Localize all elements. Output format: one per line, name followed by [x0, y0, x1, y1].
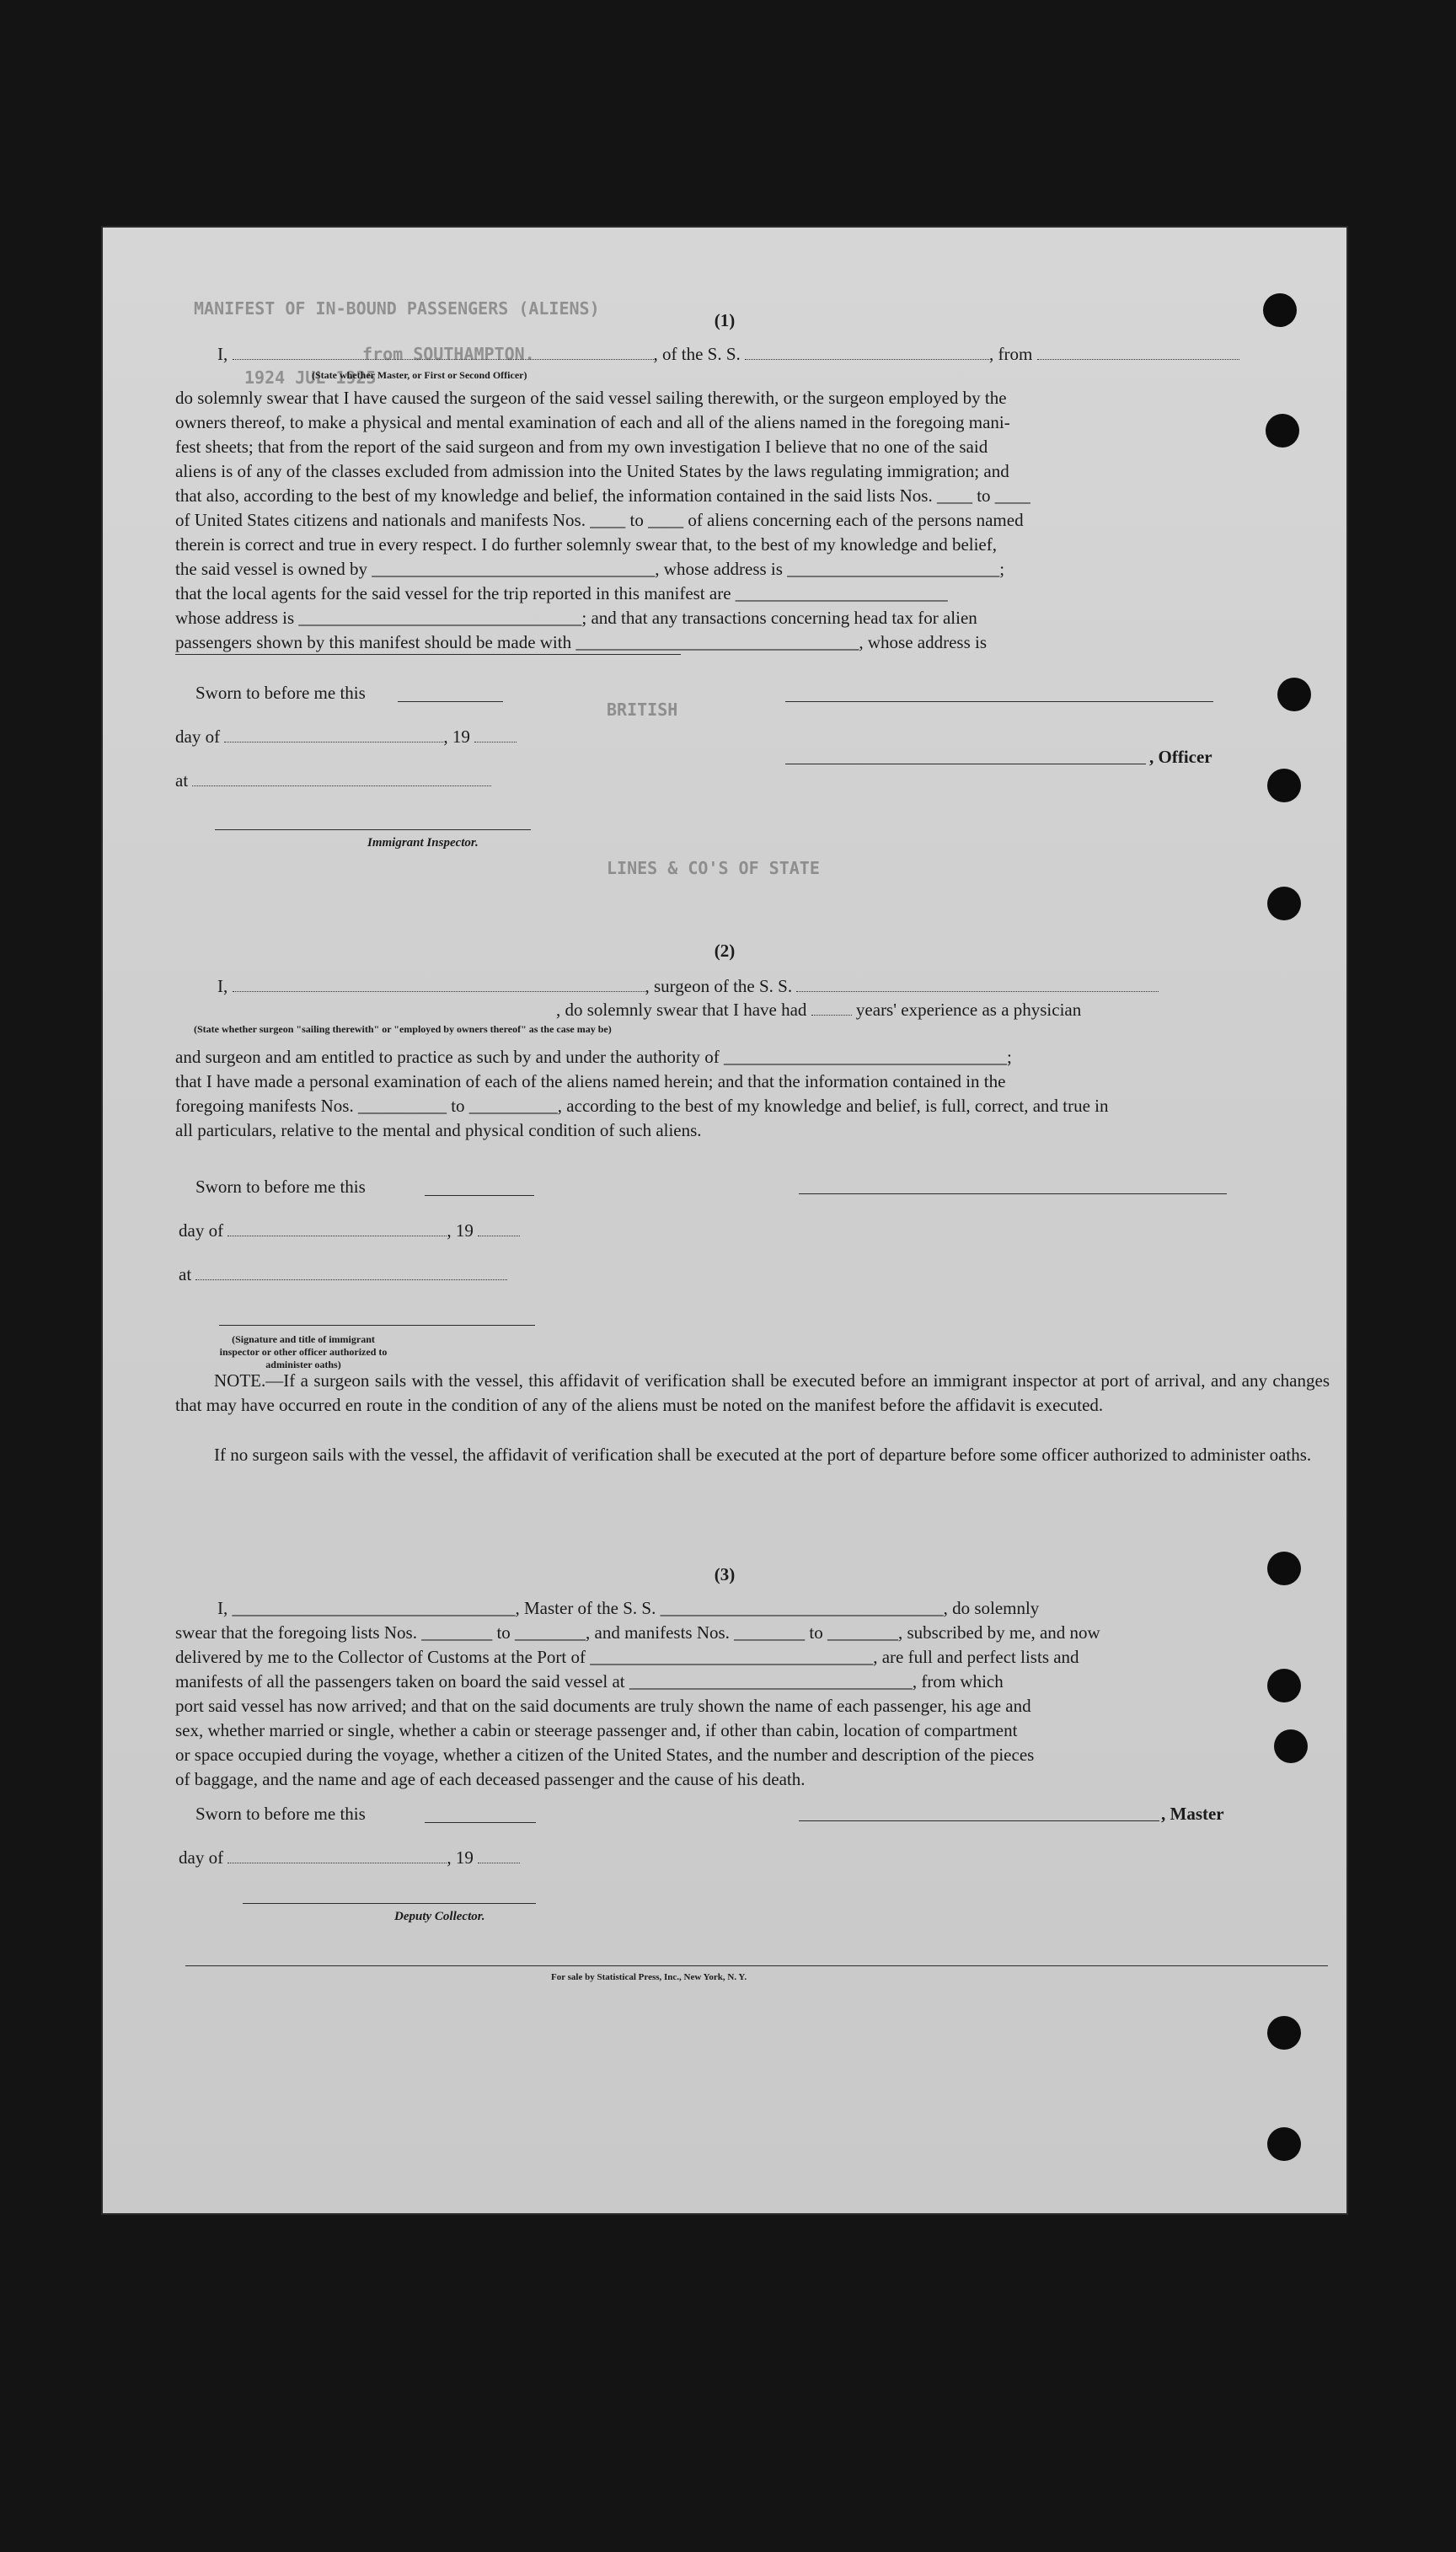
surgeon-ship-blank[interactable]: [796, 974, 1159, 992]
stamp-southampton: from SOUTHAMPTON.: [362, 344, 535, 364]
master-line: of baggage, and the name and age of each deceased passenger and the cause of his death.: [175, 1769, 806, 1789]
at-blank[interactable]: [192, 769, 491, 786]
master-label: , Master: [1161, 1804, 1224, 1824]
deputy-collector-label: Deputy Collector.: [394, 1910, 485, 1923]
state-whether-note: (State whether Master, or First or Second Officer): [312, 369, 527, 381]
section-1-number: (1): [714, 310, 736, 330]
officer-name-blank[interactable]: [233, 342, 654, 360]
surgeon-signature-line[interactable]: [799, 1193, 1227, 1194]
day-of-blank[interactable]: [228, 1846, 447, 1863]
master-line: swear that the foregoing lists Nos. ________ to ________, and manifests Nos. ________ to ________, subscribed by me, and now: [175, 1622, 1100, 1643]
surgeon-line: foregoing manifests Nos. __________ to __________, according to the best of my knowledge and belief, is full, correct, and true in: [175, 1096, 1109, 1116]
oath-line: fest sheets; that from the report of the said surgeon and from my own investigation I believe that no one of the said: [175, 437, 988, 457]
note-label: NOTE.: [214, 1370, 266, 1391]
printer-credit: For sale by Statistical Press, Inc., New York, N. Y.: [551, 1972, 747, 1982]
oath-line: that the local agents for the said vessel for the trip reported in this manifest are ________________________: [175, 583, 948, 603]
of-ss-label: , of the S. S.: [653, 344, 741, 364]
year-blank[interactable]: [474, 725, 517, 743]
years-blank[interactable]: [811, 998, 852, 1016]
swear-label: , do solemnly swear that I have had: [556, 1000, 807, 1020]
at-label: at: [179, 1264, 192, 1284]
oath-line: do solemnly swear that I have caused the surgeon of the said vessel sailing therewith, or the surgeon employed by the: [175, 388, 1007, 408]
master-line: sex, whether married or single, whether a cabin or steerage passenger and, if other than cabin, location of compartment: [175, 1720, 1018, 1740]
footer-rule: [185, 1965, 1328, 1966]
stamp-line: LINES & CO'S OF STATE: [607, 858, 820, 878]
sworn-label: Sworn to before me this: [195, 1804, 366, 1824]
surgeon-line: and surgeon and am entitled to practice as such by and under the authority of ________________________________;: [175, 1047, 1012, 1067]
section-2-number: (2): [714, 941, 736, 961]
from-port-blank[interactable]: [1037, 342, 1239, 360]
master-signature-line[interactable]: [799, 1820, 1159, 1821]
year-label: , 19: [447, 1847, 474, 1868]
at-label: at: [175, 770, 189, 791]
surgeon-of-label: , surgeon of the S. S.: [645, 976, 793, 996]
inspector-signature-line[interactable]: [219, 1325, 535, 1326]
master-line: port said vessel has now arrived; and that on the said documents are truly shown the name of each passenger, his age and: [175, 1696, 1031, 1716]
master-line: I, ________________________________, Master of the S. S. ________________________________, do solemnly: [217, 1598, 1040, 1618]
sworn-date-line[interactable]: [425, 1822, 536, 1823]
year-label: , 19: [447, 1220, 474, 1241]
signature-title-note: (Signature and title of immigrant inspector or other officer authorized to administer oaths): [219, 1333, 388, 1370]
oath-line: aliens is of any of the classes excluded from admission into the United States by the laws regulating immigration; and: [175, 461, 1009, 481]
day-of-blank[interactable]: [228, 1219, 447, 1236]
day-of-blank[interactable]: [224, 725, 443, 743]
punch-hole: [1267, 769, 1301, 802]
oath-line: passengers shown by this manifest should be made with ________________________________, whose address is: [175, 632, 987, 652]
sworn-date-line[interactable]: [425, 1195, 534, 1196]
section-1-header-row: [217, 342, 1239, 367]
i-label: I,: [217, 344, 228, 364]
sworn-label: Sworn to before me this: [195, 683, 366, 703]
deputy-signature-line[interactable]: [243, 1903, 536, 1904]
day-of-label: day of: [175, 726, 221, 747]
section-3-number: (3): [714, 1564, 736, 1584]
day-of-row: [175, 725, 517, 749]
note-paragraph-2: If no surgeon sails with the vessel, the affidavit of verification shall be executed at the port of departure before some officer authorized to administer oaths.: [214, 1445, 1312, 1465]
manifest-page: [101, 226, 1348, 2215]
day-of-label: day of: [179, 1847, 224, 1868]
oath-line: owners thereof, to make a physical and mental examination of each and all of the aliens named in the foregoing mani-: [175, 412, 1010, 432]
at-blank[interactable]: [195, 1263, 507, 1280]
stamp-date: 1924 JUL 1925: [244, 367, 377, 388]
day-of-row: [179, 1846, 520, 1870]
i-label: I,: [217, 976, 228, 996]
stamp-british: BRITISH: [607, 700, 678, 720]
note-paragraph: [175, 1369, 1330, 1418]
ship-name-blank[interactable]: [745, 342, 989, 360]
oath-line: therein is correct and true in every respect. I do further solemnly swear that, to the best of my knowledge and belief,: [175, 534, 997, 555]
surgeon-state-note: (State whether surgeon "sailing therewith" or "employed by owners thereof" as the case may be): [194, 1023, 612, 1035]
at-row: [179, 1263, 507, 1287]
oath-line: whose address is ________________________________; and that any transactions concerning head tax for alien: [175, 608, 977, 628]
surgeon-line: all particulars, relative to the mental and physical condition of such aliens.: [175, 1120, 702, 1140]
oath-line: the said vessel is owned by ________________________________, whose address is ________________________;: [175, 559, 1005, 579]
sworn-date-line[interactable]: [398, 701, 503, 702]
years-label: years' experience as a physician: [855, 1000, 1082, 1020]
year-label: , 19: [443, 726, 470, 747]
punch-hole: [1267, 2016, 1301, 2050]
at-row: [175, 769, 491, 793]
oath-line: that also, according to the best of my knowledge and belief, the information contained in the said lists Nos. ____ to ____: [175, 485, 1030, 506]
address-line[interactable]: [175, 654, 681, 655]
inspector-signature-line[interactable]: [215, 829, 531, 830]
master-line: delivered by me to the Collector of Customs at the Port of ________________________________, are full and perfect lists and: [175, 1647, 1079, 1667]
punch-hole: [1266, 414, 1299, 448]
punch-hole: [1267, 1669, 1301, 1702]
stamp-manifest: MANIFEST OF IN-BOUND PASSENGERS (ALIENS): [194, 298, 600, 319]
immigrant-inspector-label: Immigrant Inspector.: [367, 836, 479, 850]
section-2-swear-row: [556, 998, 1081, 1022]
punch-hole: [1267, 887, 1301, 920]
surgeon-name-blank[interactable]: [233, 974, 645, 992]
sworn-label: Sworn to before me this: [195, 1177, 366, 1197]
section-2-header-row: [217, 974, 1159, 999]
year-blank[interactable]: [478, 1219, 520, 1236]
master-line: or space occupied during the voyage, whether a citizen of the United States, and the number and description of the pieces: [175, 1745, 1035, 1765]
day-of-label: day of: [179, 1220, 224, 1241]
year-blank[interactable]: [478, 1846, 520, 1863]
officer-label: , Officer: [1149, 747, 1212, 767]
punch-hole: [1267, 2127, 1301, 2161]
from-label: , from: [989, 344, 1033, 364]
officer-signature-line[interactable]: [785, 701, 1213, 702]
punch-hole: [1274, 1729, 1308, 1763]
oath-line: of United States citizens and nationals and manifests Nos. ____ to ____ of aliens concerning each of the persons named: [175, 510, 1024, 530]
surgeon-line: that I have made a personal examination of each of the aliens named herein; and that the information contained in the: [175, 1071, 1006, 1091]
punch-hole: [1277, 678, 1311, 711]
master-line: manifests of all the passengers taken on board the said vessel at ________________________________, from which: [175, 1671, 1004, 1692]
note-text: —If a surgeon sails with the vessel, this affidavit of verification shall be executed before an immigrant inspector at port of arrival, and any changes that may have occurred en route in the condition of any of the aliens must be noted on the manifest before the affidavit is executed.: [175, 1370, 1330, 1415]
day-of-row: [179, 1219, 520, 1243]
